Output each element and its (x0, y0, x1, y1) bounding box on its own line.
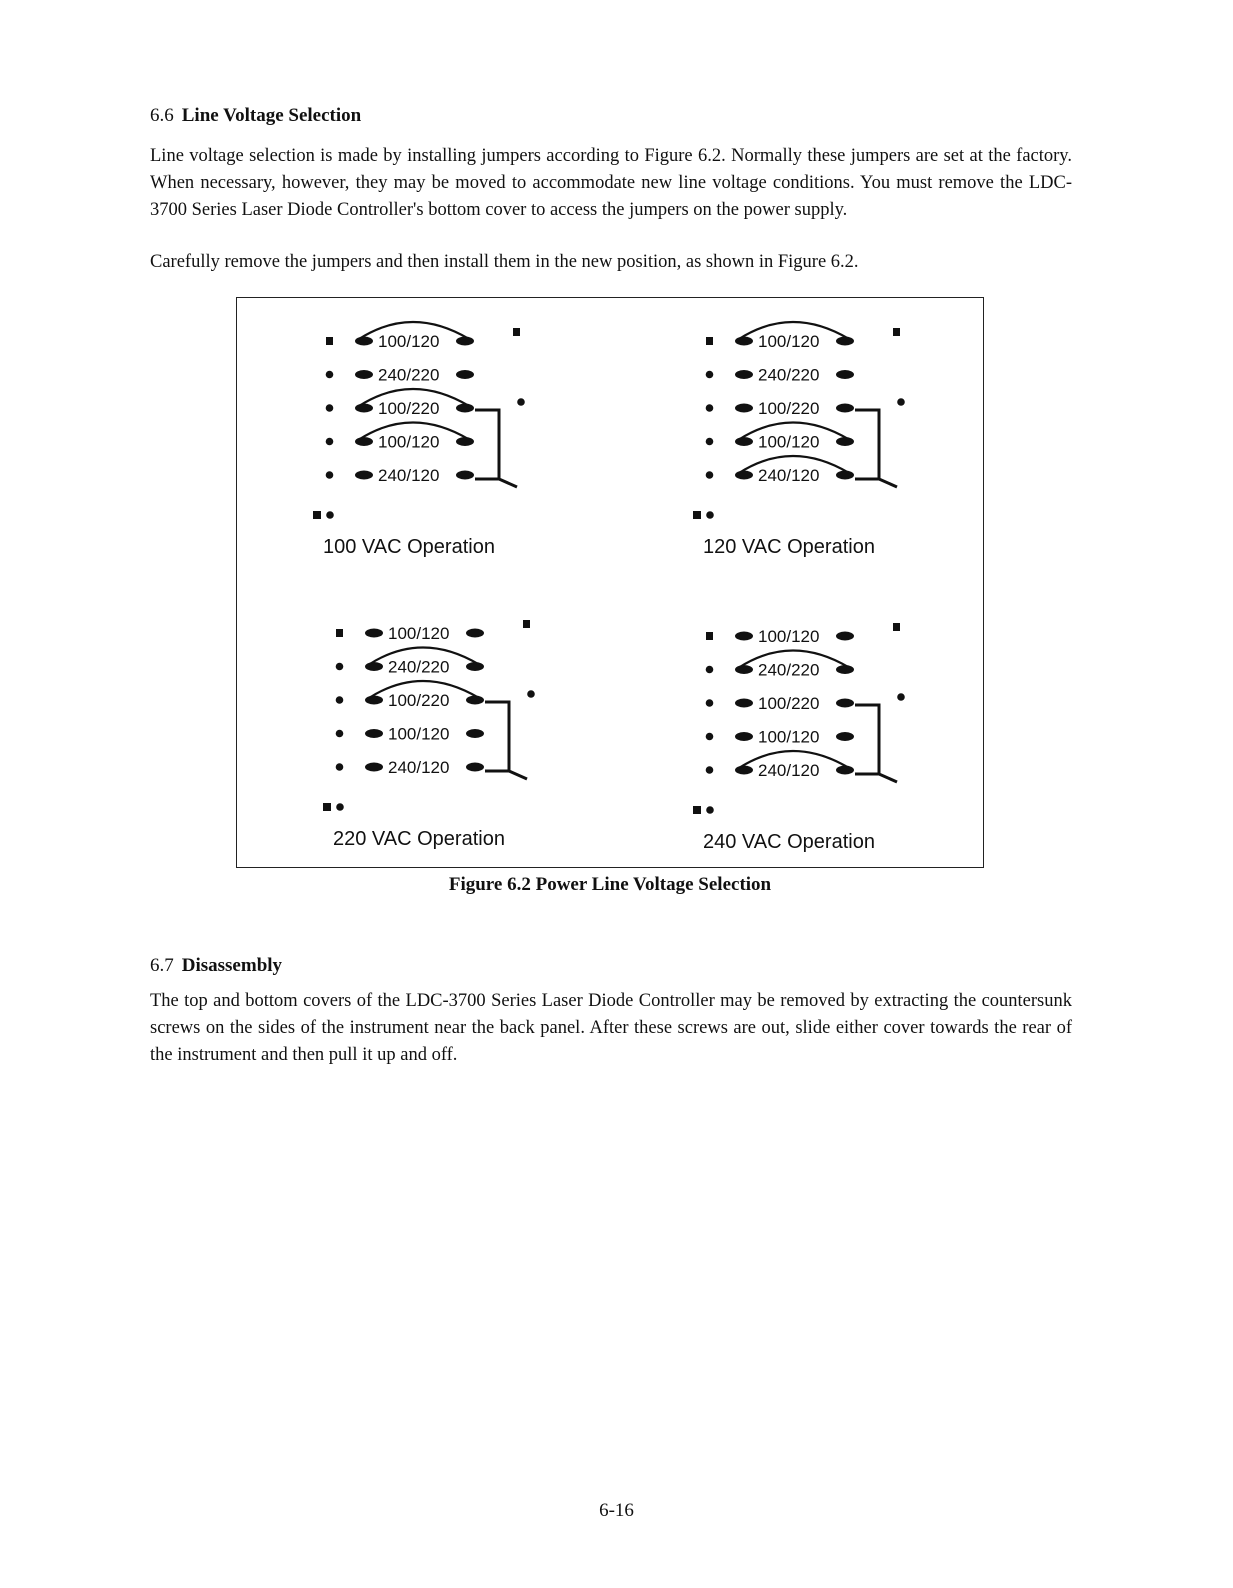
jumper-label: 100/120 (758, 332, 820, 351)
round-pin (706, 471, 714, 479)
jumper-label: 240/220 (378, 365, 440, 385)
jumper-label: 100/120 (388, 724, 450, 744)
contact-left (355, 370, 373, 379)
contact-left (735, 404, 753, 413)
square-pin (706, 632, 713, 640)
operation-label: 240 VAC Operation (703, 831, 875, 853)
round-pin (897, 693, 905, 701)
jumper-label: 100/120 (378, 332, 440, 351)
jumper-label: 100/120 (758, 727, 820, 747)
jumper-label: 100/220 (378, 399, 440, 418)
section-6-7-heading (150, 955, 282, 977)
contact-left (735, 699, 753, 708)
round-pin (326, 404, 334, 412)
section-title: Disassembly (181, 955, 283, 976)
contact-left (735, 471, 753, 480)
bracket-trace (855, 705, 897, 782)
contact-left (365, 629, 383, 638)
contact-right (456, 471, 474, 480)
jumper-label: 240/220 (758, 660, 820, 680)
contact-left (735, 437, 753, 446)
square-pin (693, 511, 701, 519)
jumper-label: 240/120 (388, 758, 450, 777)
line-voltage-paragraph-2: Carefully remove the jumpers and then install them in the new position, as shown in Figure 6.2. (150, 252, 859, 272)
square-pin (313, 511, 321, 519)
figure-caption: Figure 6.2 Power Line Voltage Selection (448, 874, 772, 895)
contact-left (365, 662, 383, 671)
jumper-label: 100/220 (758, 694, 820, 713)
round-pin (326, 511, 334, 519)
contact-right (836, 370, 854, 379)
jumper-label: 240/120 (758, 761, 820, 780)
bracket-trace (855, 410, 897, 487)
round-pin (706, 404, 714, 412)
jumper-label: 100/120 (378, 432, 440, 452)
jumper-label: 100/220 (388, 691, 450, 710)
jumper-diagram (237, 298, 982, 866)
contact-left (365, 729, 383, 738)
contact-left (735, 665, 753, 674)
section-title: Line Voltage Selection (181, 105, 362, 126)
contact-left (735, 370, 753, 379)
round-pin (706, 371, 714, 379)
round-pin (336, 663, 344, 671)
square-pin (706, 337, 713, 345)
contact-right (836, 732, 854, 741)
round-pin (706, 733, 714, 741)
round-pin (897, 398, 905, 406)
square-pin (893, 328, 900, 336)
jumper-label: 240/120 (378, 466, 440, 485)
operation-label: 120 VAC Operation (703, 536, 875, 558)
section-number: 6.7 (150, 955, 174, 976)
contact-right (466, 629, 484, 638)
contact-left (355, 437, 373, 446)
round-pin (336, 763, 344, 771)
round-pin (336, 696, 344, 704)
contact-right (836, 699, 854, 708)
section-number: 6.6 (150, 105, 174, 126)
round-pin (326, 371, 334, 379)
jumper-label: 100/120 (388, 624, 450, 643)
round-pin (326, 471, 334, 479)
line-voltage-paragraph-1: Line voltage selection is made by installing jumpers according to Figure 6.2. Normally these jumpers are set at the factory. When necessary, however, they may be moved to accommodate new line voltage conditions. You must remove the LDC-3700 Series Laser Diode Controller's bottom cover to access the jumpers on the power supply. (150, 146, 1072, 220)
operation-label: 100 VAC Operation (323, 536, 495, 558)
jumper-label: 100/120 (758, 627, 820, 646)
panel-120-vac (693, 322, 905, 558)
contact-left (365, 696, 383, 705)
contact-left (735, 766, 753, 775)
round-pin (706, 699, 714, 707)
contact-left (355, 471, 373, 480)
round-pin (527, 690, 535, 698)
round-pin (706, 806, 714, 814)
round-pin (706, 438, 714, 446)
square-pin (323, 803, 331, 811)
page-number: 6-16 (599, 1500, 634, 1521)
round-pin (336, 730, 344, 738)
contact-left (365, 763, 383, 772)
jumper-label: 240/220 (388, 657, 450, 677)
contact-right (466, 763, 484, 772)
operation-label: 220 VAC Operation (333, 828, 505, 850)
jumper-label: 240/220 (758, 365, 820, 385)
contact-left (355, 404, 373, 413)
square-pin (326, 337, 333, 345)
jumper-label: 100/120 (758, 432, 820, 452)
round-pin (706, 766, 714, 774)
square-pin (513, 328, 520, 336)
contact-left (735, 632, 753, 641)
disassembly-paragraph: The top and bottom covers of the LDC-3700 Series Laser Diode Controller may be removed by extracting the countersunk screws on the sides of the instrument near the back panel. After these screws are out, slide either cover towards the rear of the instrument and then pull it up and off. (150, 991, 1072, 1065)
contact-left (735, 732, 753, 741)
square-pin (893, 623, 900, 631)
square-pin (336, 629, 343, 637)
contact-right (456, 370, 474, 379)
round-pin (336, 803, 344, 811)
jumper-label: 100/220 (758, 399, 820, 418)
bracket-trace (475, 410, 517, 487)
contact-right (836, 632, 854, 641)
bracket-trace (485, 702, 527, 779)
round-pin (706, 666, 714, 674)
round-pin (326, 438, 334, 446)
figure-6-2 (236, 297, 984, 868)
contact-right (836, 404, 854, 413)
jumper-label: 240/120 (758, 466, 820, 485)
section-6-6-heading (150, 105, 361, 127)
round-pin (517, 398, 525, 406)
panel-220-vac (323, 620, 535, 850)
contact-right (466, 729, 484, 738)
contact-left (735, 337, 753, 346)
round-pin (706, 511, 714, 519)
square-pin (693, 806, 701, 814)
panel-240-vac (693, 623, 905, 853)
panel-100-vac (313, 322, 525, 558)
square-pin (523, 620, 530, 628)
contact-left (355, 337, 373, 346)
